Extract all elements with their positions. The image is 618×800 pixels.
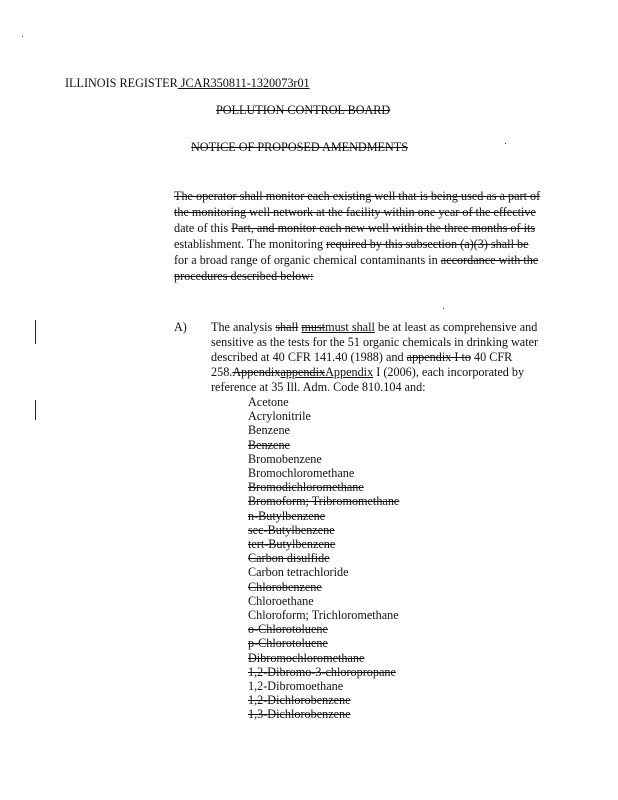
- scan-speck: [505, 143, 506, 144]
- text: The analysis: [211, 320, 276, 334]
- text: 40 CFR: [470, 350, 513, 364]
- paragraph-line: [211, 366, 524, 379]
- deleted-text: accordance with the: [440, 253, 539, 267]
- revision-bar: [35, 320, 36, 344]
- chemical-item: [248, 595, 314, 608]
- deleted-text: Carbon disulfide: [248, 551, 330, 566]
- chemical-item: [248, 396, 289, 409]
- deleted-text: Part, and monitor each new well within the three months of its: [231, 221, 536, 235]
- paragraph-line: [211, 381, 426, 394]
- text: Chloroethane: [248, 593, 314, 608]
- chemical-item: [248, 410, 311, 423]
- text: 1,2-Dibromoethane: [248, 679, 344, 693]
- text: sensitive as the tests for the 51 organic chemicals in drinking water: [211, 335, 539, 349]
- paragraph-line: [174, 270, 313, 283]
- chemical-item: [248, 495, 399, 508]
- chemical-item: [248, 552, 330, 565]
- text: reference at 35 Ill. Adm. Code 810.104 and:: [211, 380, 426, 394]
- deleted-text: required by this subsection (a)(3) shall be: [326, 237, 529, 251]
- deleted-text: NOTICE OF PROPOSED AMENDMENTS: [191, 140, 409, 154]
- deleted-text: tert-Butylbenzene: [248, 537, 336, 551]
- deleted-text: Bromodichloromethane: [248, 480, 364, 495]
- chemical-item: [248, 453, 322, 466]
- text: be at least as comprehensive and: [374, 320, 538, 334]
- text: Benzene: [248, 423, 290, 438]
- deleted-text: procedures described below:: [174, 269, 314, 283]
- text: 258.: [211, 365, 233, 379]
- deleted-text: Bromoform; Tribromomethane: [248, 494, 400, 509]
- text: for a broad range of organic chemical contaminants in: [174, 253, 441, 267]
- chemical-item: [248, 581, 322, 594]
- inserted-text: must shall: [325, 320, 375, 334]
- deleted-text: The operator shall monitor each existing well that is being used as a part of: [174, 189, 541, 203]
- deleted-text: 1,2-Dichlorobenzene: [248, 693, 351, 708]
- text: date of this: [174, 221, 232, 235]
- paragraph-line: [211, 351, 512, 364]
- chemical-item: [248, 708, 351, 721]
- chemical-item: [248, 623, 328, 636]
- notice-title: [191, 141, 408, 154]
- chemical-item: [248, 666, 396, 679]
- register-header: [65, 77, 310, 90]
- text: establishment. The monitoring: [174, 237, 327, 251]
- text: Carbon tetrachloride: [248, 565, 349, 580]
- paragraph-line: [174, 254, 538, 267]
- chemical-item: [248, 481, 364, 494]
- deleted-text: appendix: [280, 365, 326, 379]
- item-label: A): [174, 320, 187, 334]
- deleted-text: p-Chlorotoluene: [248, 636, 328, 651]
- chemical-item: [248, 524, 335, 537]
- chemical-item: [248, 680, 343, 693]
- deleted-text: sec-Butylbenzene: [248, 522, 335, 537]
- chemical-item: [248, 510, 325, 523]
- deleted-text: o-Chlorotoluene: [248, 622, 328, 637]
- header-text: ILLINOIS REGISTER: [65, 76, 178, 90]
- chemical-item: [248, 538, 335, 551]
- paragraph-line: [174, 190, 540, 203]
- paragraph-line: [174, 206, 536, 219]
- deleted-text: Appendix: [232, 365, 281, 379]
- chemical-item: [248, 694, 351, 707]
- paragraph-line: [174, 222, 535, 235]
- text: Bromochloromethane: [248, 466, 355, 480]
- deleted-text: must: [301, 320, 326, 334]
- paragraph-line: [211, 321, 537, 334]
- deleted-text: 1,3-Dichlorobenzene: [248, 707, 351, 722]
- deleted-text: n-Butylbenzene: [248, 508, 326, 523]
- chemical-item: [248, 424, 290, 437]
- scan-speck: [22, 36, 23, 37]
- inserted-text: JCAR350811-1320073r01: [177, 76, 310, 90]
- paragraph-line: [211, 336, 538, 349]
- chemical-item: [248, 637, 328, 650]
- chemical-item: [248, 652, 364, 665]
- chemical-item: [248, 467, 354, 480]
- agency-title: [216, 104, 390, 117]
- deleted-text: POLLUTION CONTROL BOARD: [216, 103, 391, 117]
- text: Chloroform; Trichloromethane: [248, 608, 399, 622]
- deleted-text: shall: [275, 320, 299, 334]
- deleted-text: Chlorobenzene: [248, 579, 322, 594]
- chemical-item: [248, 609, 399, 622]
- deleted-text: the monitoring well network at the facility within one year of the effective: [174, 205, 536, 219]
- chemical-item: [248, 566, 349, 579]
- deleted-text: 1,2-Dibromo-3-chloropropane: [248, 664, 396, 679]
- paragraph-line: [174, 238, 529, 251]
- deleted-text: Benzene: [248, 437, 290, 452]
- chemical-item: [248, 439, 290, 452]
- text: Bromobenzene: [248, 451, 322, 466]
- text: Acrylonitrile: [248, 409, 311, 424]
- inserted-text: Appendix: [325, 365, 374, 379]
- scan-speck: [443, 308, 444, 309]
- deleted-text: Dibromochloromethane: [248, 650, 365, 665]
- text: I (2006), each incorporated by: [373, 365, 525, 379]
- text: Acetone: [248, 395, 289, 409]
- deleted-text: appendix I to: [406, 350, 471, 364]
- text: described at 40 CFR 141.40 (1988) and: [211, 350, 407, 364]
- revision-bar: [35, 400, 36, 420]
